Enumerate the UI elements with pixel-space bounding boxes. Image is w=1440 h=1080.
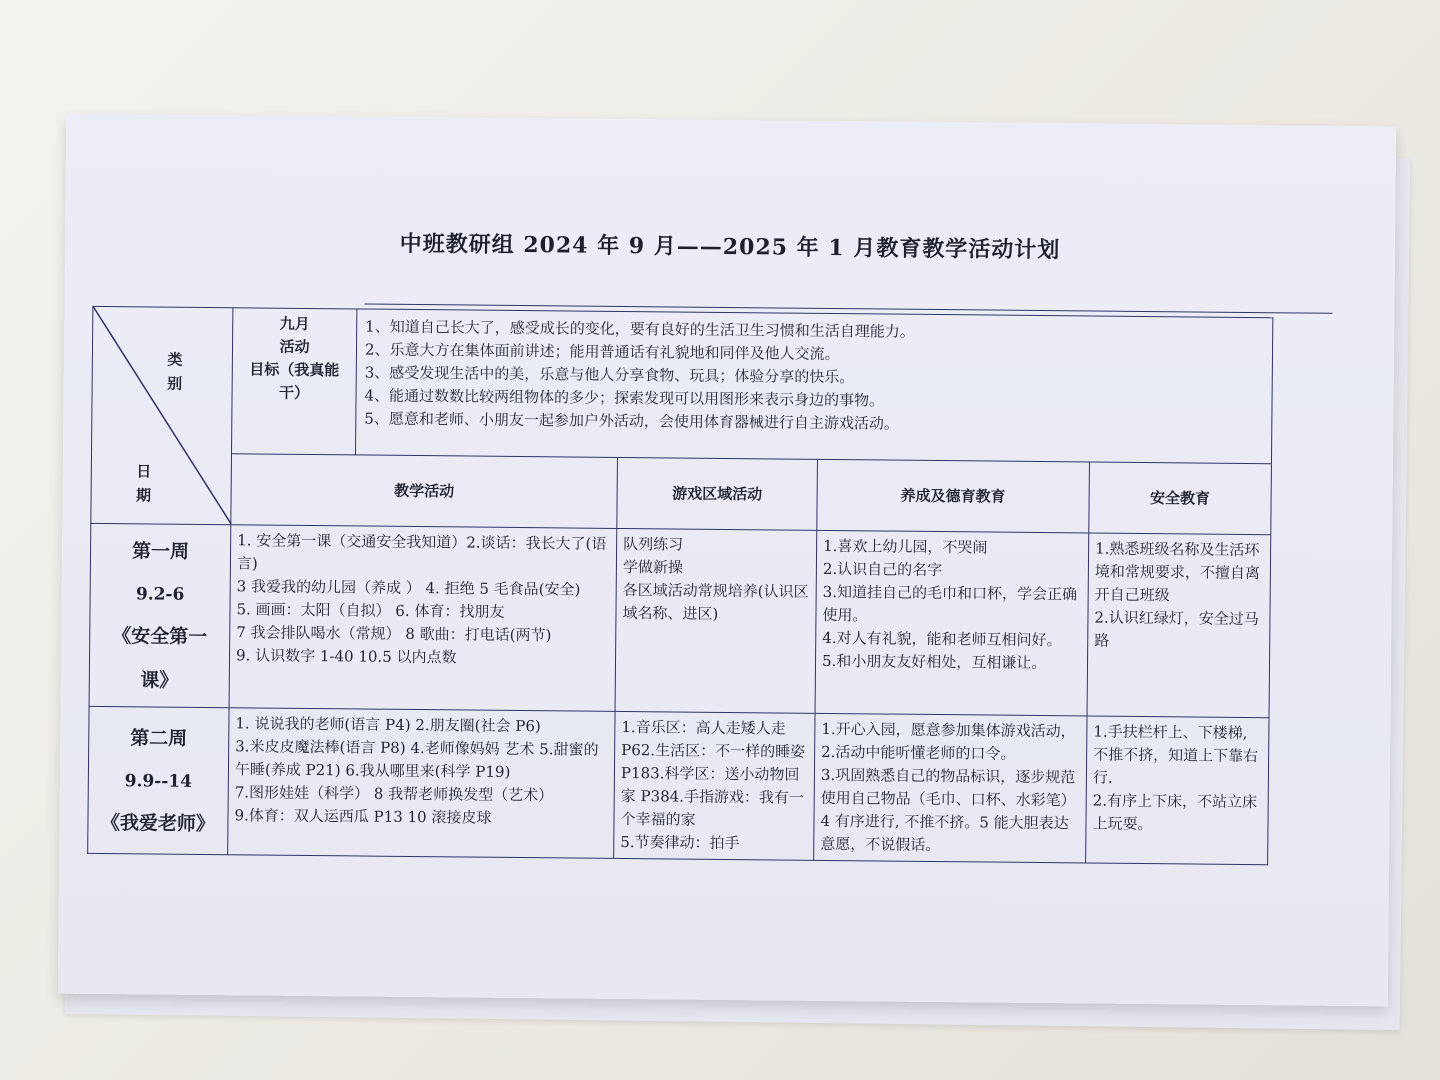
category-label: 类 别 [167, 350, 183, 393]
safety-education: 1.手扶栏杆上、下楼梯, 不推不挤，知道上下靠右行. 2.有序上下床，不站立床上玩耍。 [1086, 716, 1269, 865]
goal-item: 2、乐意大方在集体面前讲述；能用普通话有礼貌地和同伴及他人交流。 [364, 340, 840, 364]
game-activities: 1.音乐区：高人走矮人走 P62.生活区：不一样的睡姿 P183.科学区：送小动物回家 P384.手指游戏：我有一个幸福的家 5.节奏律动：拍手 [614, 711, 815, 860]
col-teaching: 教学活动 [231, 454, 618, 529]
goal-item: 5、愿意和老师、小朋友一起参加户外活动，会使用体育器械进行自主游戏活动。 [364, 409, 899, 433]
col-safety: 安全教育 [1089, 462, 1272, 535]
moral-education: 1.喜欢上幼儿园，不哭闹 2.认识自己的名字 3.知道挂自己的毛巾和口杯，学会正确使用。 4.对人有礼貌，能和老师互相问好。 5.和小朋友友好相处，互相谦让。 [815, 530, 1089, 716]
goals-row [92, 306, 1273, 463]
category-date-corner [91, 306, 233, 524]
goal-item: 3、感受发现生活中的美，乐意与他人分享食物、玩具；体验分享的快乐。 [364, 363, 855, 387]
game-activities: 队列练习 学做新操 各区域活动常规培养(认识区域名称、进区) [615, 528, 817, 713]
goals-heading: 九月 活动 目标（我真能 干） [231, 308, 356, 455]
week-row [89, 523, 1271, 717]
goals-list [355, 309, 1272, 464]
page-title: 中班教研组 2024 年 9 月——2025 年 1 月教育教学活动计划 [399, 230, 1061, 264]
date-label: 日 期 [135, 462, 152, 505]
week-label: 第二周 9.9--14 《我爱老师》 [88, 706, 229, 854]
goal-item: 4、能通过数数比较两组物体的多少；探索发现可以用图形来表示身边的事物。 [364, 386, 885, 410]
column-header-row [91, 452, 1272, 534]
paper-sheet [58, 114, 1396, 1007]
plan-table [87, 306, 1273, 865]
col-moral: 养成及德育教育 [817, 459, 1090, 533]
safety-education: 1.熟悉班级名称及生活环境和常规要求，不擅自离开自己班级 2.认识红绿灯，安全过马路 [1087, 533, 1271, 718]
col-game: 游戏区域活动 [617, 457, 818, 530]
week-row [88, 706, 1269, 864]
week-label: 第一周 9.2-6 《安全第一 课》 [89, 523, 231, 707]
teaching-activities: 1. 说说我的老师(语言 P4) 2.朋友圈(社会 P6) 3.米皮皮魔法棒(语言 P8) 4.老师像妈妈 艺术 5.甜蜜的午睡(养成 P21) 6.我从哪里来(科学 P19) 7.图形娃娃（科学） 8 我帮老师换发型（艺术） 9.体育：双人运西瓜 P13 10 滚接皮球 [228, 708, 615, 859]
corner-diagonal [91, 307, 233, 524]
goal-item: 1、知道自己长大了，感受成长的变化，要有良好的生活卫生习惯和生活自理能力。 [365, 317, 915, 341]
moral-education: 1.开心入园，愿意参加集体游戏活动，2.活动中能听懂老师的口令。 3.巩固熟悉自己的物品标识，逐步规范使用自己物品（毛巾、口杯、水彩笔） 4 有序进行, 不推不挤。5 能大胆表达意愿，不说假话。 [814, 713, 1087, 863]
teaching-activities: 1. 安全第一课（交通安全我知道）2.谈话：我长大了(语言) 3 我爱我的幼儿园（养成 ） 4. 拒绝 5 毛食品(安全) 5. 画画：太阳（自拟） 6. 体育：找朋友 7 我会排队喝水（常规） 8 歌曲：打电话(两节) 9. 认识数字 1-40 10.5 以内点数 [229, 525, 617, 712]
